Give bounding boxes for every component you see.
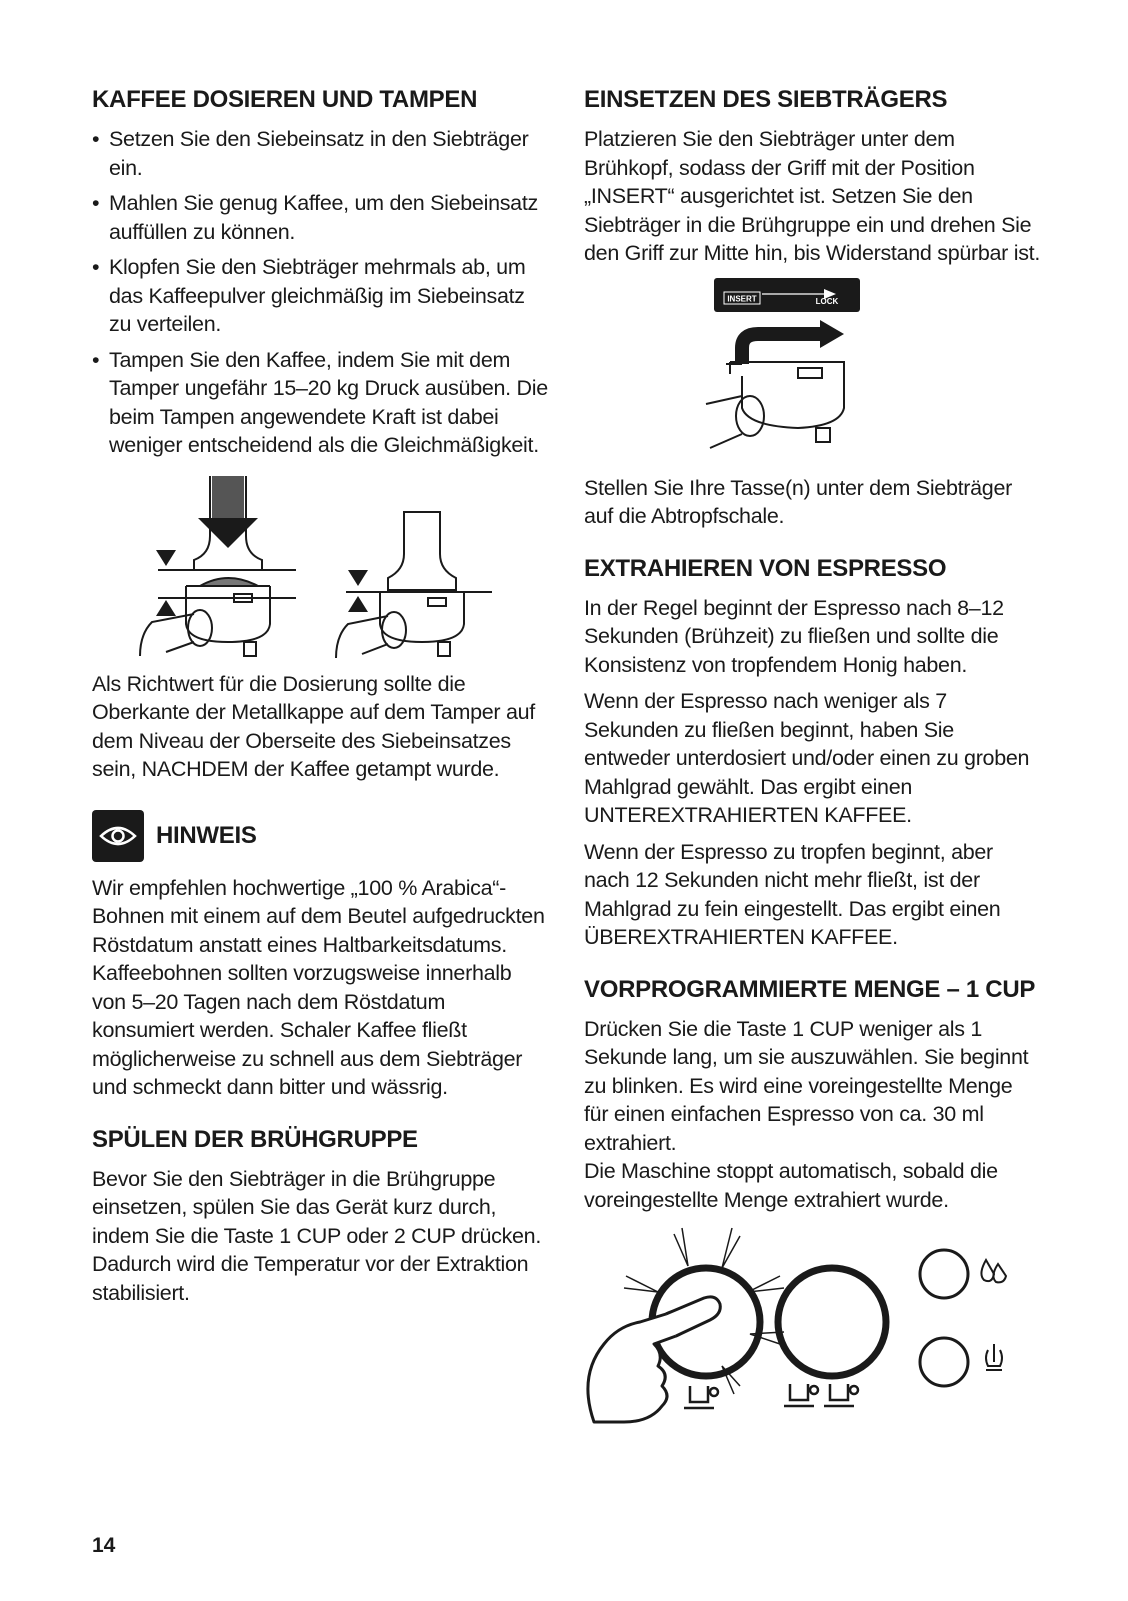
portafilter-insert-illustration	[702, 276, 862, 456]
extract-paragraph: In der Regel beginnt der Espresso nach 8–12 Sekunden (Brühzeit) zu fließen und sollte die Konsistenz von tropfendem Honig haben.	[584, 595, 1004, 677]
section-title-rinse: SPÜLEN DER BRÜHGRUPPE	[92, 1125, 418, 1153]
insert-label: INSERT	[727, 294, 757, 303]
preset-text-2: Die Maschine stoppt automatisch, sobald die voreingestellte Menge extrahiert wurde.	[584, 1159, 998, 1212]
eye-icon	[92, 810, 144, 862]
note-title: HINWEIS	[156, 821, 257, 849]
section-title-preset: VORPROGRAMMIERTE MENGE – 1 CUP	[584, 975, 1036, 1003]
preset-text: Drücken Sie die Taste 1 CUP weniger als 1 Sekunde lang, um sie auszuwählen. Sie beginnt zu blinken. Es wird eine voreingestellte Menge für einen einfachen Espresso von ca. 30 ml extrahiert.	[584, 1016, 1029, 1155]
dosing-caption: Als Richtwert für die Dosierung sollte die Oberkante der Metallkappe auf dem Tamper auf dem Niveau der Oberseite des Siebeinsatzes sein, NACHDEM der Kaffee getampt wurde.	[92, 671, 535, 781]
section-title-insert: EINSETZEN DES SIEBTRÄGERS	[584, 86, 948, 113]
note-text: Wir empfehlen hochwertige „100 % Arabica“-Bohnen mit einem auf dem Beutel aufgedruckten Röstdatum anstatt eines Haltbarkeitsdatums. Kaffeebohnen sollten vorzugsweise innerhalb von 5–20 Tagen nach dem Röstdatum konsumiert werden. Schaler Kaffee fließt möglicherweise zu schnell aus dem Siebträger und schmeckt dann bitter und wässrig.	[92, 875, 545, 1099]
right-column	[584, 84, 1042, 1426]
extract-paragraph: Wenn der Espresso nach weniger als 7 Sekunden zu fließen beginnt, haben Sie entweder unterdosiert und/oder einen zu groben Mahlgrad gewählt. Das ergibt einen UNTEREXTRAHIERTEN KAFFEE.	[584, 689, 1030, 827]
page-number: 14	[92, 1534, 116, 1557]
control-panel-illustration	[584, 1226, 1034, 1426]
list-item: • Tampen Sie den Kaffee, indem Sie mit dem Tamper ungefähr 15–20 kg Druck ausüben. Die beim Tampen angewendete Kraft ist dabei weniger entscheidend als die Gleichmäßigkeit.	[92, 346, 550, 460]
lock-label: LOCK	[815, 296, 839, 306]
list-item: • Setzen Sie den Siebeinsatz in den Siebträger ein.	[92, 125, 550, 182]
section-title-extract: EXTRAHIEREN VON ESPRESSO	[584, 554, 947, 582]
insert-text: Platzieren Sie den Siebträger unter dem Brühkopf, sodass der Griff mit der Position „INSERT“ ausgerichtet ist. Setzen Sie den Siebträger in die Brühgruppe ein und drehen Sie den Griff zur Mitte hin, bis Widerstand spürbar ist.	[584, 127, 1040, 265]
extract-paragraph: Wenn der Espresso zu tropfen beginnt, aber nach 12 Sekunden nicht mehr fließt, ist der Mahlgrad zu fein eingestellt. Das ergibt einen ÜBEREXTRAHIERTEN KAFFEE.	[584, 839, 1001, 949]
insert-caption: Stellen Sie Ihre Tasse(n) unter dem Siebträger auf die Abtropfschale.	[584, 475, 1012, 528]
note-header	[92, 810, 550, 862]
rinse-text: Bevor Sie den Siebträger in die Brühgruppe einsetzen, spülen Sie das Gerät kurz durch, indem Sie die Taste 1 CUP oder 2 CUP drücken. Dadurch wird die Temperatur vor der Extraktion stabilisiert.	[92, 1166, 542, 1305]
section-title-dosing: KAFFEE DOSIEREN UND TAMPEN	[92, 86, 478, 113]
list-item: • Mahlen Sie genug Kaffee, um den Siebeinsatz auffüllen zu können.	[92, 189, 550, 246]
dosing-steps-list	[92, 125, 550, 460]
left-column	[92, 84, 550, 1315]
list-item: • Klopfen Sie den Siebträger mehrmals ab, um das Kaffeepulver gleichmäßig im Siebeinsatz zu verteilen.	[92, 253, 550, 339]
tamping-illustration	[136, 474, 496, 664]
